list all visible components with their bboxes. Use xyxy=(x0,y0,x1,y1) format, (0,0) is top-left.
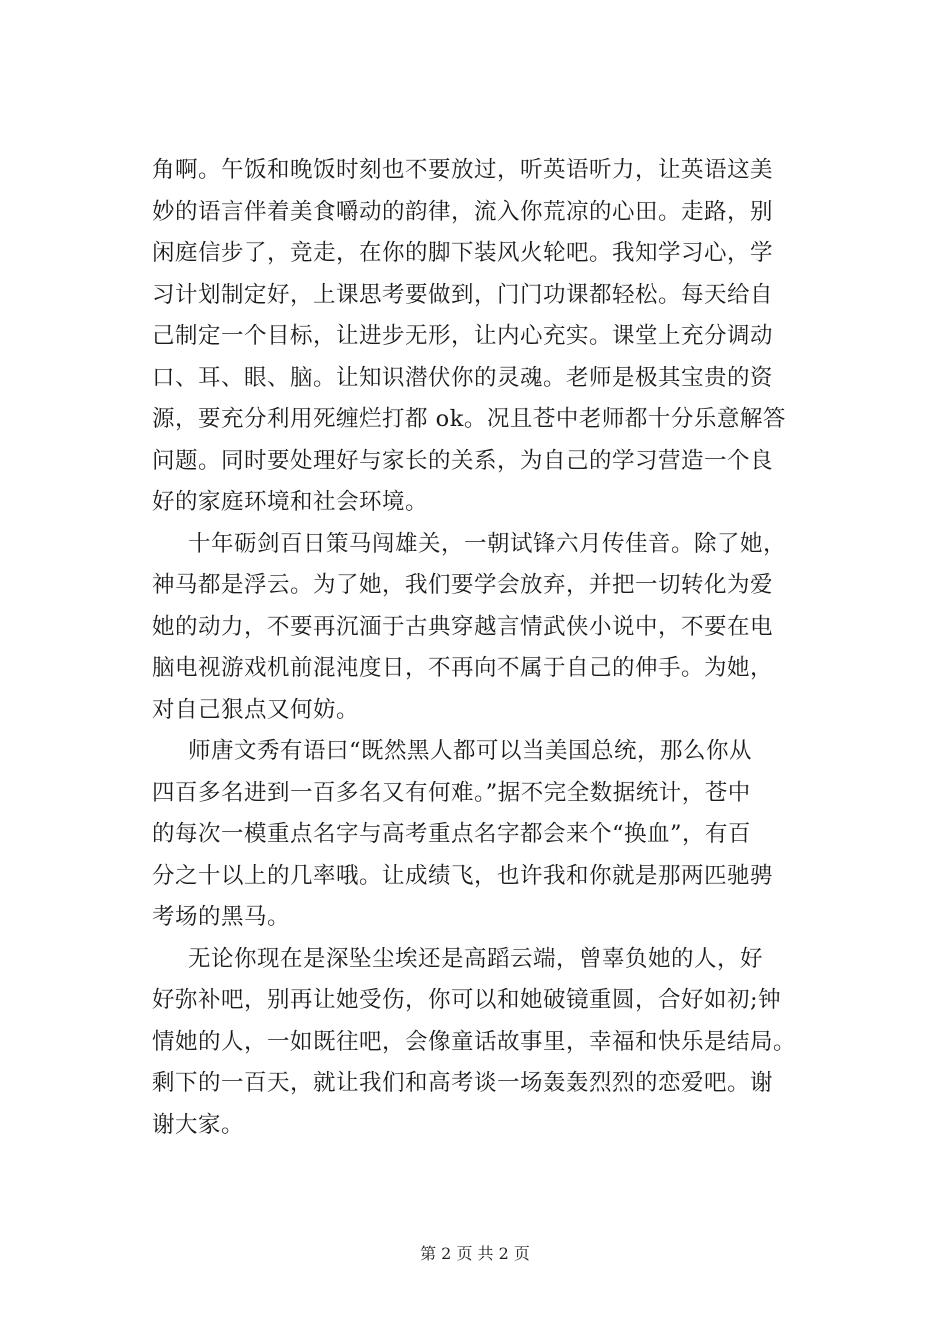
body-text xyxy=(152,150,867,1146)
text-line: 口、耳、眼、脑。让知识潜伏你的灵魂。老师是极其宝贵的资 xyxy=(152,364,774,391)
text-line: 十年砺剑百日策马闯雄关，一朝试锋六月传佳音。除了她， xyxy=(188,530,787,557)
text-line: 分之十以上的几率哦。让成绩飞，也许我和你就是那两匹驰骋 xyxy=(152,862,774,889)
text-line: 妙的语言伴着美食嚼动的韵律，流入你荒凉的心田。走路，别 xyxy=(152,198,774,225)
text-line: 剩下的一百天，就让我们和高考谈一场轰轰烈烈的恋爱吧。谢 xyxy=(152,1070,774,1096)
text-line: 无论你现在是深坠尘埃还是高蹈云端，曾辜负她的人，好 xyxy=(188,945,764,972)
text-line: 源，要充分利用死缠烂打都 ok。况且苍中老师都十分乐意解答 xyxy=(152,406,786,432)
text-line: 她的动力，不要再沉湎于古典穿越言情武侠小说中，不要在电 xyxy=(152,613,774,640)
text-line: 脑电视游戏机前混沌度日，不再向不属于自己的伸手。为她， xyxy=(152,655,774,681)
text-line: 神马都是浮云。为了她，我们要学会放弃，并把一切转化为爱 xyxy=(152,572,774,598)
text-line: 角啊。午饭和晚饭时刻也不要放过，听英语听力，让英语这美 xyxy=(152,157,774,183)
text-line: 考场的黑马。 xyxy=(152,904,291,930)
text-line: 四百多名进到一百多名又有何难。”据不完全数据统计，苍中 xyxy=(152,779,751,806)
text-line: 对自己狠点又何妨。 xyxy=(152,696,360,723)
text-line: 问题。同时要处理好与家长的关系，为自己的学习营造一个良 xyxy=(152,447,774,474)
text-line: 己制定一个目标，让进步无形，让内心充实。课堂上充分调动 xyxy=(152,323,774,349)
text-line: 好的家庭环境和社会环境。 xyxy=(152,489,429,515)
text-line: 习计划制定好，上课思考要做到，门门功课都轻松。每天给自 xyxy=(152,281,774,308)
text-line: 闲庭信步了，竞走，在你的脚下装风火轮吧。我知学习心，学 xyxy=(152,240,774,266)
page-footer: 第 2 页 共 2 页 xyxy=(420,1244,530,1263)
text-line: 情她的人，一如既往吧，会像童话故事里，幸福和快乐是结局。 xyxy=(152,1028,797,1055)
text-line: 好弥补吧，别再让她受伤，你可以和她破镜重圆，合好如初;钟 xyxy=(152,987,782,1013)
text-line: 师唐文秀有语曰“既然黑人都可以当美国总统，那么你从 xyxy=(188,738,753,764)
text-line: 谢大家。 xyxy=(152,1111,245,1138)
text-line: 的每次一模重点名字与高考重点名字都会来个“换血”，有百 xyxy=(152,821,752,847)
